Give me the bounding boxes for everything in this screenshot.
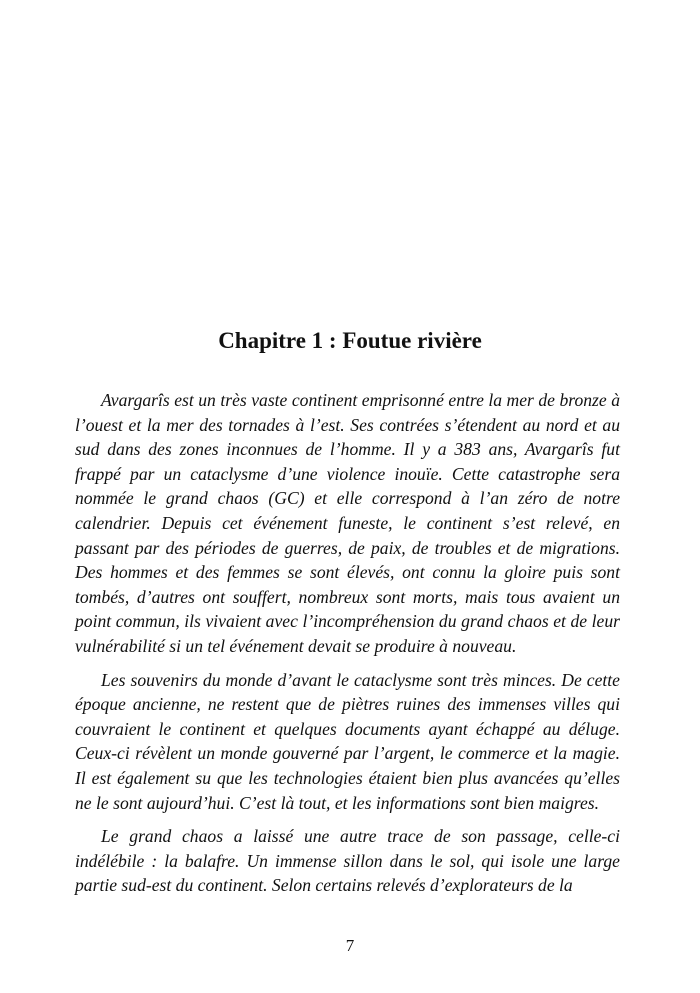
paragraph: Le grand chaos a laissé une autre trace de son passage, celle-ci indélébile : la balafre. Un immense sillon dans le sol, qui isole une large partie sud-est du continent. Selon certains relevés d’explorateurs de la <box>75 826 620 896</box>
page-number: 7 <box>345 936 355 955</box>
paragraph: Avargarîs est un très vaste continent emprisonné entre la mer de bronze à l’ouest et la mer des tornades à l’est. Ses contrées s’étendent au nord et au sud dans des zones inconnues de l’homme. Il y a 383 ans, Avargarîs fut frappé par un cataclysme d’une violence inouïe. Cette catastrophe sera nommée le grand chaos (GC) et elle correspond à l’an zéro de notre calendrier. Depuis cet événement funeste, le continent s’est relevé, en passant par des périodes de guerres, de paix, de troubles et de migrations. Des hommes et des femmes se sont élevés, ont connu la gloire puis sont tombés, d’autres ont souffert, nombreux sont morts, mais tous avaient un point commun, ils vivaient avec l’incompréhension du grand chaos et de leur vulnérabilité si un tel événement devait se produire à nouveau. <box>75 390 620 656</box>
chapter-body <box>75 388 620 907</box>
chapter-title: Chapitre 1 : Foutue rivière <box>218 328 482 353</box>
paragraph: Les souvenirs du monde d’avant le cataclysme sont très minces. De cette époque ancienne, ne restent que de piètres ruines des immenses villes qui couvraient le continent et quelques documents ayant échappé au déluge. Ceux-ci révèlent un monde gouverné par l’argent, le commerce et la magie. Il est également su que les technologies étaient bien plus avancées qu’elles ne le sont aujourd’hui. C’est là tout, et les informations sont bien maigres. <box>75 669 620 813</box>
